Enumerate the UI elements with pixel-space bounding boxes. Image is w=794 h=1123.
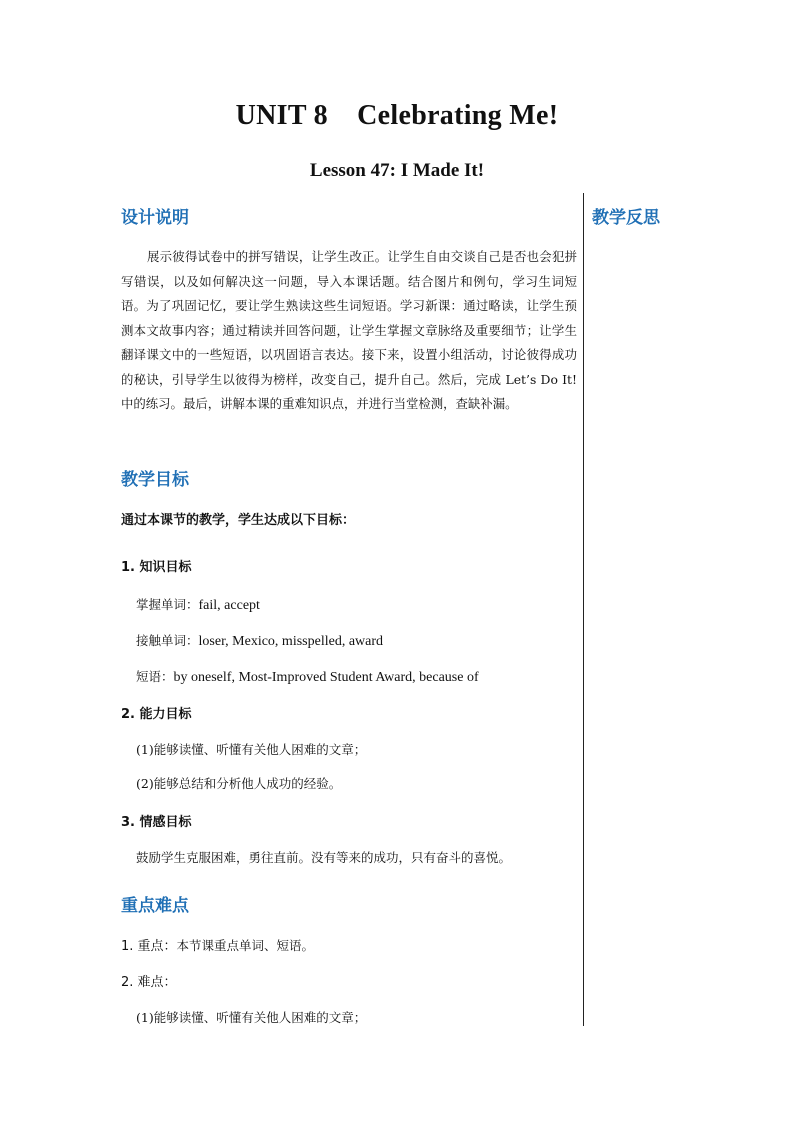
ability-item-1: (1)能够读懂、听懂有关他人困难的文章； xyxy=(136,742,367,757)
key-point-1 xyxy=(121,935,314,954)
phrases-line xyxy=(136,667,479,686)
page-title: UNIT 8 Celebrating Me! xyxy=(235,100,559,131)
objectives-intro: 通过本课节的教学，学生达成以下目标： xyxy=(121,513,356,528)
master-words-line xyxy=(136,595,260,614)
design-heading: 设计说明 xyxy=(121,208,189,228)
key-point-2-label: 2. 难点： xyxy=(121,975,177,990)
ability-title: 2. 能力目标 xyxy=(121,707,192,722)
contact-words-label: 接触单词： xyxy=(136,633,199,648)
contact-words-line xyxy=(136,631,383,650)
key-points-heading: 重点难点 xyxy=(121,896,189,916)
emotion-title: 3. 情感目标 xyxy=(121,815,192,830)
contact-words: loser, Mexico, misspelled, award xyxy=(198,634,384,649)
key-point-1-label: 1. 重点： xyxy=(121,939,177,954)
master-words: fail, accept xyxy=(198,598,260,613)
design-paragraph: 展示彼得试卷中的拼写错误，让学生改正。让学生自由交谈自己是否也会犯拼写错误，以及如何解决这一问题，导入本课话题。结合图片和例句，学习生词短语。为了巩固记忆，要让学生熟读这些生词短语。学习新课：通过略读，让学生预测本文故事内容；通过精读并回答问题，让学生掌握文章脉络及重要细节；让学生翻译课文中的一些短语，以巩固语言表达。接下来，设置小组活动，讨论彼得成功的秘诀，引导学生以彼得为榜样，改变自己，提升自己。然后，完成 Let’s Do It! 中的练习。最后，讲解本课的重难知识点，并进行当堂检测，查缺补漏。 xyxy=(121,249,577,411)
emotion-text: 鼓励学生克服困难，勇往直前。没有等来的成功，只有奋斗的喜悦。 xyxy=(136,850,512,865)
key-point-1-text: 本节课重点单词、短语。 xyxy=(176,938,315,953)
reflection-heading: 教学反思 xyxy=(592,208,660,228)
objectives-heading: 教学目标 xyxy=(121,470,189,490)
key-point-2-sub-1: (1)能够读懂、听懂有关他人困难的文章； xyxy=(136,1010,367,1025)
phrases: by oneself, Most-Improved Student Award, because of xyxy=(173,670,479,685)
lesson-title: Lesson 47: I Made It! xyxy=(309,160,485,181)
phrases-label: 短语： xyxy=(136,669,174,684)
column-divider xyxy=(583,193,584,1026)
ability-item-2: (2)能够总结和分析他人成功的经验。 xyxy=(136,776,342,791)
knowledge-title: 1. 知识目标 xyxy=(121,560,192,575)
master-words-label: 掌握单词： xyxy=(136,597,199,612)
